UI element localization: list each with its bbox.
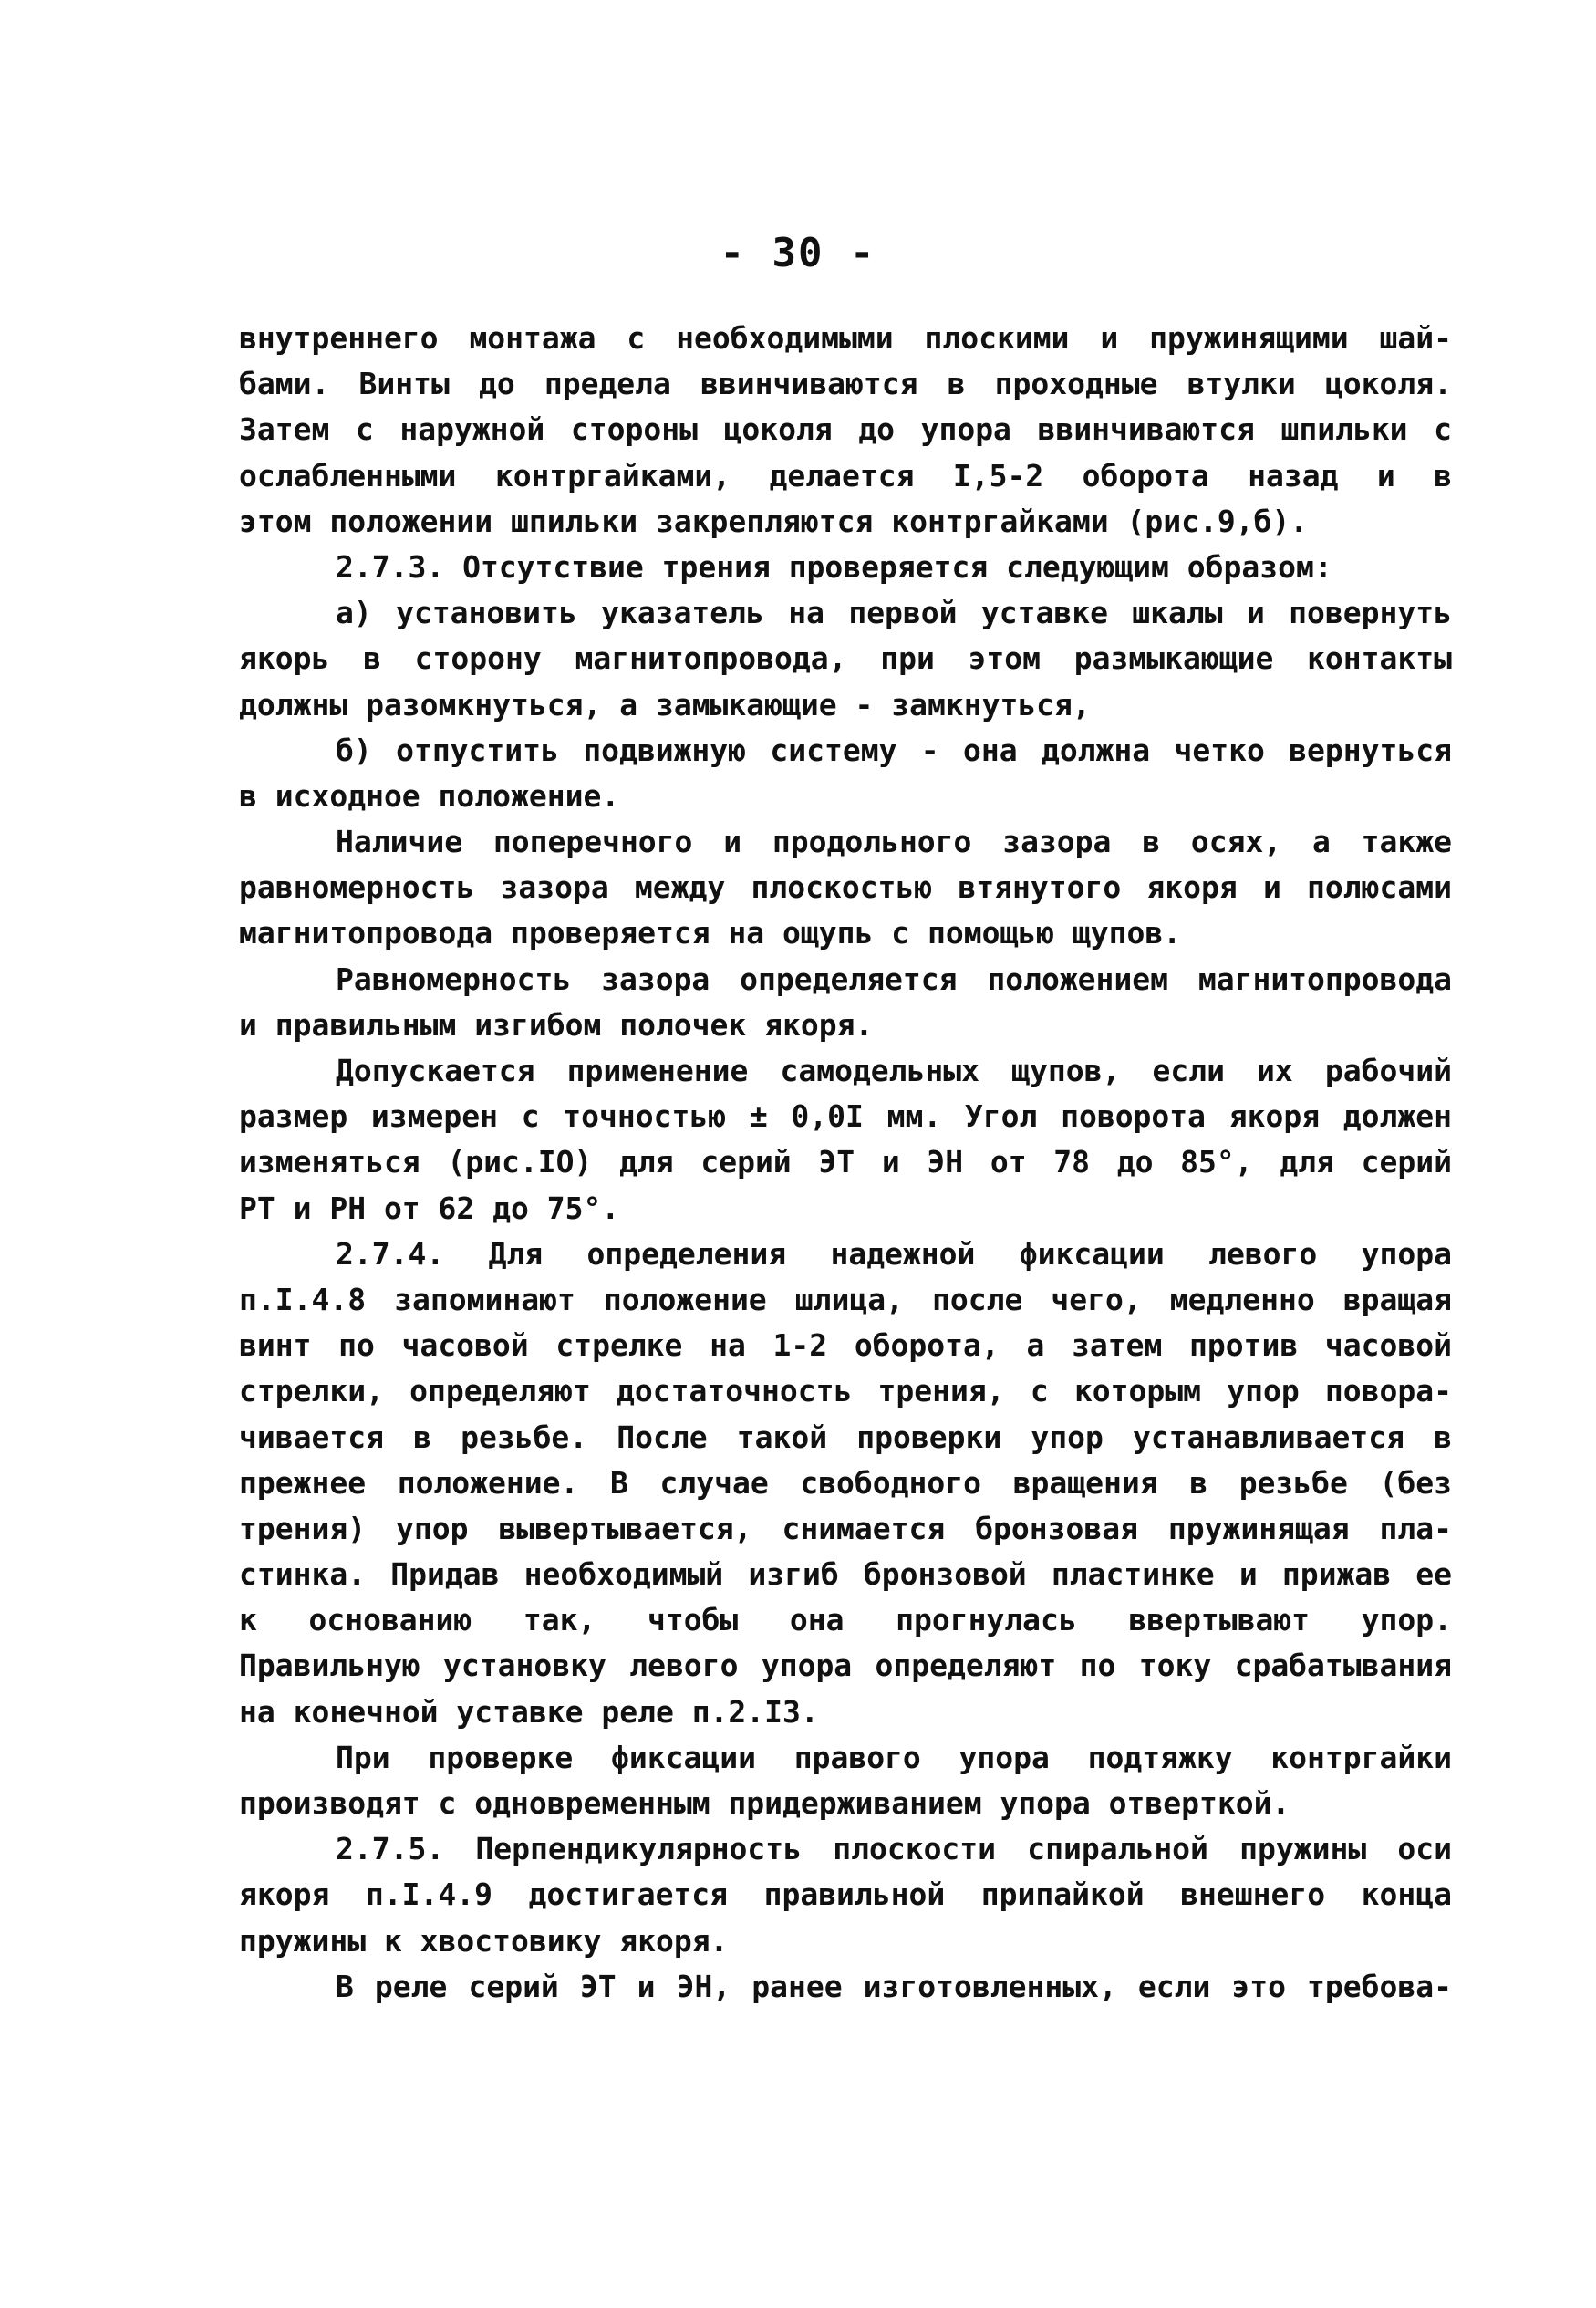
text-line: производят с одновременным придерживанием упора отверткой. [239,1785,1290,1821]
text-line: а) установить указатель на первой уставке шкалы и повернуть [336,595,1452,631]
text-line: Наличие поперечного и продольного зазора в осях, а также [336,824,1452,860]
text-line: б) отпустить подвижную систему - она должна четко вернуться [336,732,1452,768]
text-line: якорь в сторону магнитопровода, при этом размыкающие контакты [239,640,1452,677]
text-line: размер измерен с точностью ± 0,0I мм. Угол поворота якоря должен [239,1098,1452,1135]
page-number: - 30 - [720,230,876,276]
text-line: магнитопровода проверяется на ощупь с помощью щупов. [239,915,1182,951]
text-line: изменяться (рис.IO) для серий ЭТ и ЭН от 78 до 85°, для серий [239,1144,1452,1180]
text-line: Затем с наружной стороны цоколя до упора ввинчиваются шпильки с [239,411,1452,448]
text-line: 2.7.5. Перпендикулярность плоскости спиральной пружины оси [336,1831,1452,1867]
body-text [239,316,1452,2010]
text-line: равномерность зазора между плоскостью втянутого якоря и полюсами [239,869,1452,906]
text-line: Допускается применение самодельных щупов, если их рабочий [336,1053,1452,1088]
text-line: чивается в резьбе. После такой проверки упор устанавливается в [239,1419,1452,1455]
text-line: РТ и РН от 62 до 75°. [239,1190,620,1226]
text-line: ослабленными контргайками, делается I,5-2 оборота назад и в [239,457,1452,494]
text-line: якоря п.I.4.9 достигается правильной припайкой внешнего конца [239,1877,1452,1913]
text-line: 2.7.4. Для определения надежной фиксации левого упора [336,1235,1452,1272]
text-line: должны разомкнуться, а замыкающие - замкнуться, [239,686,1091,723]
text-line: При проверке фиксации правого упора подтяжку контргайки [336,1739,1452,1775]
text-line: в исходное положение. [239,777,620,814]
text-line: п.I.4.8 запоминают положение шлица, после чего, медленно вращая [239,1281,1452,1317]
text-line: к основанию так, чтобы она прогнулась ввертывают упор. [239,1602,1452,1638]
text-line: бами. Винты до предела ввинчиваются в проходные втулки цоколя. [239,366,1452,402]
text-line: трения) упор вывертывается, снимается бронзовая пружинящая пла- [239,1510,1452,1546]
text-line: на конечной уставке реле п.2.I3. [239,1693,819,1730]
text-line: винт по часовой стрелке на 1-2 оборота, а затем против часовой [239,1327,1452,1364]
text-line: Равномерность зазора определяется положением магнитопровода [336,961,1452,997]
text-line: этом положении шпильки закрепляются контргайками (рис.9,б). [239,503,1309,539]
text-line: пружины к хвостовику якоря. [239,1922,729,1959]
text-line: стрелки, определяют достаточность трения, с которым упор повора- [239,1373,1452,1409]
text-line: внутреннего монтажа с необходимыми плоскими и пружинящими шай- [239,320,1452,356]
text-line: В реле серий ЭТ и ЭН, ранее изготовленных, если это требова- [336,1968,1452,2004]
text-line: стинка. Придав необходимый изгиб бронзовой пластинке и прижав ее [239,1556,1452,1593]
text-line: 2.7.3. Отсутствие трения проверяется следующим образом: [336,548,1332,585]
text-line: Правильную установку левого упора определяют по току срабатывания [239,1648,1452,1684]
text-line: и правильным изгибом полочек якоря. [239,1006,874,1043]
text-line: прежнее положение. В случае свободного вращения в резьбе (без [239,1464,1452,1501]
